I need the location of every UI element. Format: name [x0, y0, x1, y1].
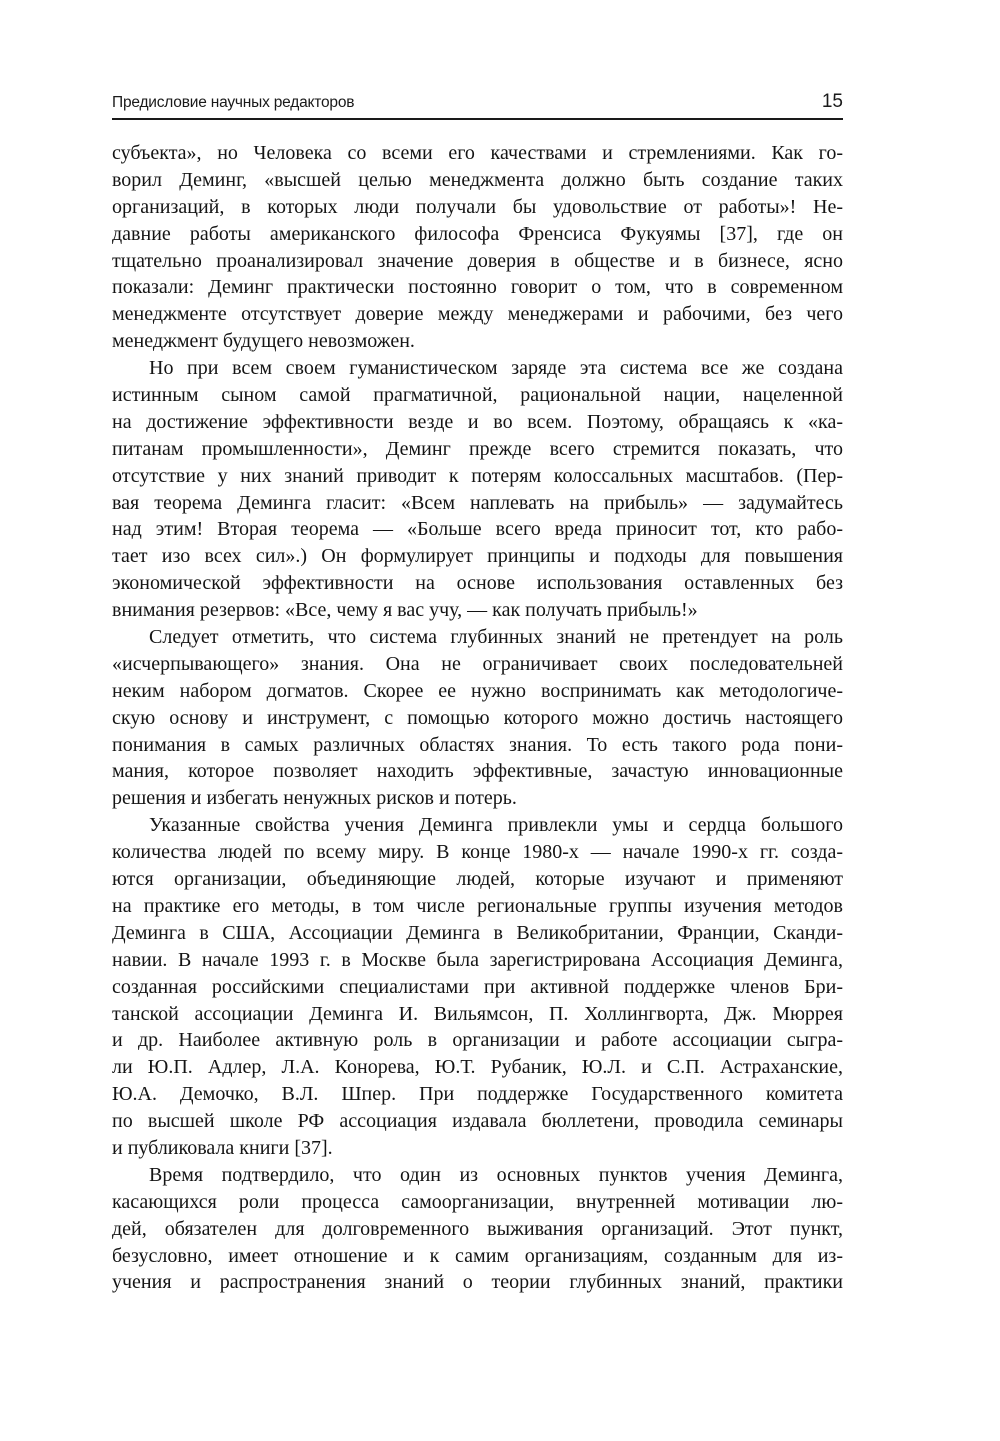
text-line: Указанные свойства учения Деминга привлекли умы и сердца большого	[149, 814, 843, 837]
text-line: касающихся роли процесса самоорганизации, внутренней мотивации лю-	[112, 1190, 843, 1213]
text-line: Но при всем своем гуманистическом заряде эта система все же создана	[149, 357, 843, 380]
text-line: созданная российскими специалистами при активной поддержке членов Бри-	[112, 975, 843, 998]
text-line: безусловно, имеет отношение и к самим организациям, созданным для из-	[112, 1244, 843, 1267]
text-line: экономической эффективности на основе использования оставленных без	[112, 572, 843, 595]
text-line: ли Ю.П. Адлер, Л.А. Конорева, Ю.Т. Рубаник, Ю.Л. и С.П. Астраханские,	[112, 1056, 843, 1079]
text-line: понимания в самых различных областях знания. То есть такого рода пони-	[112, 733, 843, 756]
text-line: над этим! Вторая теорема — «Больше всего вреда приносит тот, кто рабо-	[112, 518, 843, 541]
text-line: неким набором догматов. Скорее ее нужно воспринимать как методологиче-	[112, 679, 843, 702]
text-line: тщательно проанализировал значение доверия в обществе и в бизнесе, ясно	[112, 249, 843, 272]
text-line: «исчерпывающего» знания. Она не ограничивает своих последовательней	[112, 652, 843, 675]
text-line: показали: Деминг практически постоянно говорит о том, что в современном	[112, 276, 843, 299]
text-line: отсутствие у них знаний приводит к потерям колоссальных масштабов. (Пер-	[112, 464, 843, 487]
text-line: скую основу и инструмент, с помощью которого можно достичь настоящего	[112, 706, 843, 729]
text-line: давние работы американского философа Френсиса Фукуямы [37], где он	[112, 222, 843, 245]
text-line: менеджменте отсутствует доверие между менеджерами и рабочими, без чего	[112, 303, 843, 326]
text-line: количества людей по всему миру. В конце 1980-х — начале 1990-х гг. созда-	[112, 841, 843, 864]
text-line: танской ассоциации Деминга И. Вильямсон, П. Холлингворта, Дж. Мюррея	[112, 1002, 843, 1025]
text-line: и др. Наиболее активную роль в организации и работе ассоциации сыгра-	[112, 1029, 843, 1052]
text-line: менеджмент будущего невозможен.	[112, 330, 415, 353]
text-line: на достижение эффективности везде и во всем. Поэтому, обращаясь к «ка-	[112, 410, 843, 433]
text-line: ются организации, объединяющие людей, которые изучают и применяют	[112, 868, 843, 891]
body-text	[112, 140, 843, 1296]
text-line: субъекта», но Человека со всеми его качествами и стремлениями. Как го-	[112, 142, 843, 164]
text-line: Следует отметить, что система глубинных знаний не претендует на роль	[149, 626, 843, 649]
text-line: Время подтвердило, что один из основных пунктов учения Деминга,	[149, 1163, 843, 1186]
text-line: организаций, в которых люди получали бы удовольствие от работы»! Не-	[112, 195, 843, 218]
text-line: внимания резервов: «Все, чему я вас учу, — как получать прибыль!»	[112, 599, 698, 622]
text-line: по высшей школе РФ ассоциация издавала бюллетени, проводила семинары	[112, 1110, 843, 1133]
text-line: вая теорема Деминга гласит: «Всем наплевать на прибыль» — задумайтесь	[112, 491, 843, 514]
text-line: дей, обязателен для долговременного выживания организаций. Этот пункт,	[112, 1217, 843, 1240]
text-line: на практике его методы, в том числе региональные группы изучения методов	[112, 894, 843, 917]
text-line: тает изо всех сил».) Он формулирует принципы и подходы для повышения	[112, 545, 843, 568]
running-header	[112, 88, 843, 120]
text-line: истинным сыном самой прагматичной, рациональной нации, нацеленной	[112, 384, 843, 407]
text-line: и публиковала книги [37].	[112, 1136, 333, 1159]
page-number: 15	[821, 91, 843, 112]
text-line: ворил Деминг, «высшей целью менеджмента должно быть создание таких	[112, 168, 843, 191]
text-line: Деминга в США, Ассоциации Деминга в Великобритании, Франции, Сканди-	[112, 921, 843, 944]
text-line: Ю.А. Демочко, В.Л. Шпер. При поддержке Государственного комитета	[112, 1083, 843, 1106]
text-line: учения и распространения знаний о теории глубинных знаний, практики	[112, 1271, 843, 1294]
text-line: мания, которое позволяет находить эффективные, зачастую инновационные	[112, 760, 843, 783]
text-line: питанам промышленности», Деминг прежде всего стремится показать, что	[112, 437, 843, 460]
text-line: решения и избегать ненужных рисков и потерь.	[112, 787, 517, 810]
text-line: навии. В начале 1993 г. в Москве была зарегистрирована Ассоциация Деминга,	[112, 948, 843, 971]
running-title: Предисловие научных редакторов	[112, 94, 355, 111]
